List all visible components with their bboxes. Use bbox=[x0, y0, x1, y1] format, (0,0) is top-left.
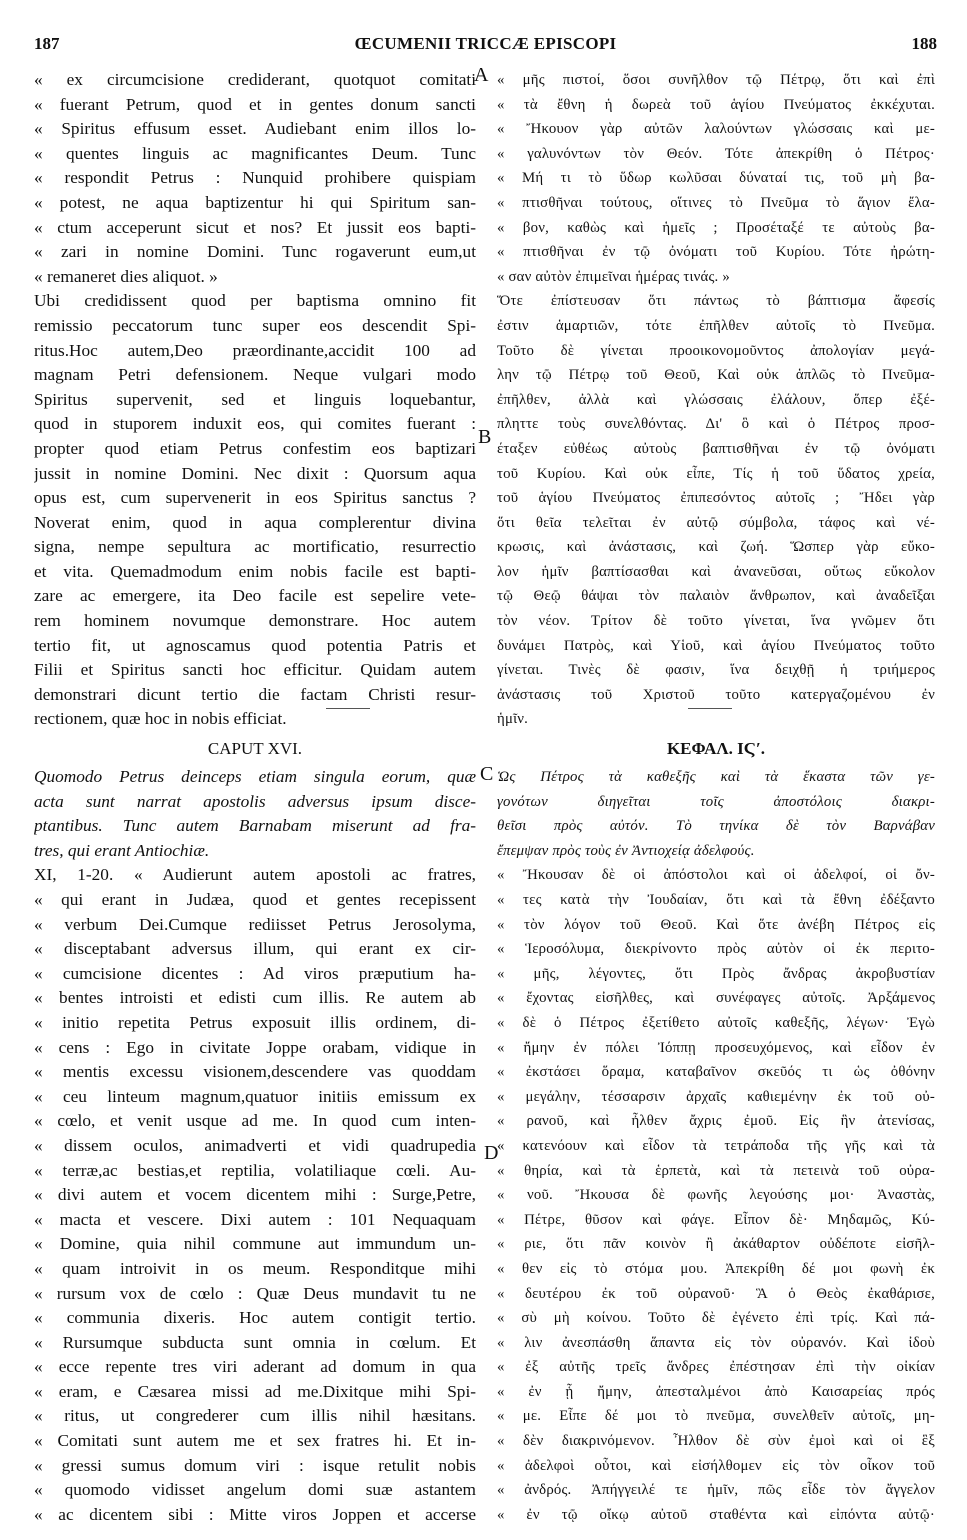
text-line: « fuerant Petrum, quod et in gentes donum sancti bbox=[34, 94, 476, 114]
text-line: « eram, e Cæsarea missi ad me.Dixitque mihi Spi- bbox=[34, 1381, 476, 1401]
text-line: « quomodo vidisset angelum domi suæ astantem bbox=[34, 1480, 476, 1500]
section-letter-d: D bbox=[484, 1142, 499, 1164]
text-line: « Ἤκουσαν δὲ οἱ ἀπόστολοι καὶ οἱ ἀδελφοί, οἱ ὄν- bbox=[497, 867, 935, 884]
text-line: « κατενόουν καὶ εἶδον τὰ τετράποδα τῆς γῆς καὶ τὰ bbox=[497, 1137, 935, 1154]
text-line: Filii et Spiritus sancti hoc efficitur. Quidam autem bbox=[34, 660, 476, 680]
latin-column bbox=[34, 68, 476, 1527]
text-line: « dissem oculos, animadverti et vidi quadrupedia bbox=[34, 1135, 476, 1155]
text-line: « τες κατὰ τὴν Ἰουδαίαν, ὅτι καὶ τὰ ἔθνη ἐδέξαντο bbox=[497, 892, 935, 908]
text-line: « ἐκστάσει ὅραμα, καταβαῖνον σκεῦός τι ὡς ὀθόνην bbox=[497, 1064, 935, 1081]
text-line: « terræ,ac bestias,et reptilia, volatiliaque cœli. Au- bbox=[34, 1160, 476, 1180]
text-line: « ex circumcisione crediderant, quotquot comitati bbox=[34, 70, 476, 89]
chapter-argument-line: Ὡς Πέτρος τὰ καθεξῆς καὶ τὰ ἕκαστα τῶν γε- bbox=[497, 769, 935, 786]
text-line: « με. Εἶπε δέ μοι τὸ πνεῦμα, συνελθεῖν αὐτοῖς, μη- bbox=[497, 1408, 935, 1425]
text-line: jussit in nomine Domini. Nec dixit : Quorsum aqua bbox=[34, 463, 476, 483]
text-line: « γαλυνόντων τὸν Θεόν. Τότε ἀπεκρίθη ὁ Πέτρος· bbox=[497, 145, 935, 162]
text-line: « δὲν διακρινόμενον. Ἦλθον δὲ σὺν ἐμοὶ καὶ οἱ ἓξ bbox=[497, 1433, 935, 1450]
text-line: ἐστιν ἁμαρτιῶν, τότε ἐπῆλθεν αὐτοῖς τὸ Πνεῦμα. bbox=[497, 317, 935, 334]
text-line: « Ἱεροσόλυμα, διεκρίνοντο πρὸς αὐτὸν οἱ ἐκ περιτο- bbox=[497, 941, 935, 958]
chapter-argument-line: acta sunt narrat apostolis adversus ipsum disce- bbox=[34, 791, 476, 811]
text-line: Noverat enim, quod in aqua complerentur divina bbox=[34, 512, 476, 532]
chapter-argument-line: tres, qui erant Antiochiæ. bbox=[34, 840, 210, 860]
text-line: opus est, cum supervenerit in eos Spiritus sanctus ? bbox=[34, 488, 476, 508]
text-line: zare ac emergere, ita Deo facile est sepelire vete- bbox=[34, 586, 476, 606]
text-line: « νοῦ. Ἤκουσα δὲ φωνῆς λεγούσης μοι· Ἀναστὰς, bbox=[497, 1187, 935, 1204]
text-line: signa, nempe sepultura ac mortificatio, resurrectio bbox=[34, 537, 476, 557]
text-line: τῷ Θεῷ θάψαι τὸν παλαιὸν ἄνθρωπον, καὶ ἀναδεῖξαι bbox=[497, 588, 935, 605]
chapter-argument-line: ptantibus. Tunc autem Barnabam miserunt ad fra- bbox=[34, 816, 476, 836]
text-line: « gressi sumus domum viri : isque retulit nobis bbox=[34, 1455, 476, 1475]
text-line: « respondit Petrus : Nunquid prohibere quispiam bbox=[34, 168, 476, 188]
chapter-argument-line: θεῖσι πρὸς αὐτόν. Τὸ τηνίκα δὲ τὸν Βαρνάβαν bbox=[497, 818, 935, 835]
text-line: « Spiritus effusum esset. Audiebant enim illos lo- bbox=[34, 119, 476, 139]
section-letter-a: A bbox=[474, 64, 489, 86]
text-line: « ἐν ᾗ ἤμην, ἀπεσταλμένοι ἀπὸ Καισαρείας πρός bbox=[497, 1383, 935, 1400]
text-line: « τὸν λόγον τοῦ Θεοῦ. Καὶ ὅτε ἀνέβη Πέτρος εἰς bbox=[497, 916, 935, 933]
text-line: « ceu linteum magnum,quatuor initiis emissum ex bbox=[34, 1086, 476, 1106]
text-line: « ριε, ὅτι πᾶν κοινὸν ἢ ἀκάθαρτον οὐδέποτε εἰσῆλ- bbox=[497, 1236, 935, 1253]
chapter-argument-line: ἔπεμψαν πρὸς τοὺς ἐν Ἀντιοχείᾳ ἀδελφούς. bbox=[497, 842, 755, 859]
section-letter-c: C bbox=[480, 763, 494, 785]
text-line: « πτισθῆναι τούτους, οἵτινες τὸ Πνεῦμα τὸ ἅγιον ἔλα- bbox=[497, 194, 935, 211]
text-line: ritus.Hoc autem,Deo præordinante,accidit 100 ad bbox=[34, 340, 476, 360]
text-line: magnam Petri defensionem. Neque vulgari modo bbox=[34, 365, 476, 385]
text-line: « ctum acceperunt sicut et nos? Et jussit eos bapti- bbox=[34, 217, 476, 237]
text-line: ἀνάστασις τοῦ Χριστοῦ τοῦτο κατεργαζομένου ἐν bbox=[497, 686, 935, 703]
text-line: Ὅτε ἐπίστευσαν ὅτι πάντως τὸ βάπτισμα ἄφεσίς bbox=[497, 293, 935, 310]
text-line: Spiritus supervenit, sed et linguis loquebantur, bbox=[34, 389, 476, 409]
text-line: « ritus, ut congrederer cum illis nihil hæsitans. bbox=[34, 1406, 476, 1426]
text-line: « Comitati sunt autem me et sex fratres hi. Et in- bbox=[34, 1431, 476, 1451]
left-page-number: 187 bbox=[34, 34, 60, 53]
text-line: ἐπῆλθεν, ἀλλὰ καὶ γλώσσαις ἐλάλουν, ὅπερ ἐξέ- bbox=[497, 391, 935, 408]
text-line: « δευτέρου ἐκ τοῦ οὐρανοῦ· Ἃ ὁ Θεὸς ἐκαθάρισε, bbox=[497, 1285, 935, 1302]
text-line: « ἐν τῷ οἴκῳ αὐτοῦ σταθέντα καὶ εἰπόντα αὐτῷ· bbox=[497, 1506, 935, 1523]
text-line: « potest, ne aqua baptizentur hi qui Spiritum san- bbox=[34, 192, 476, 212]
chapter-argument-line: γονότων διηγεῖται τοῖς ἀποστόλοις διακρι- bbox=[497, 793, 935, 810]
text-line: « ἀνδρός. Ἀπήγγειλέ τε ἡμῖν, πῶς εἶδε τὸν ἄγγελον bbox=[497, 1482, 935, 1499]
text-line: πληττε τοὺς συνελθόντας. Δι' ὃ καὶ ὁ Πέτρος προσ- bbox=[497, 416, 935, 433]
text-line: « divi autem et vocem dicentem mihi : Surge,Petre, bbox=[34, 1185, 476, 1205]
text-line: « δὲ ὁ Πέτρος ἐξετίθετο αὐτοῖς καθεξῆς, λέγων· Ἐγὼ bbox=[497, 1014, 935, 1031]
text-line: « ecce repente tres viri aderant ad domum in qua bbox=[34, 1357, 476, 1377]
text-line: « Rursumque subducta sunt omnia in cœlum. Et bbox=[34, 1332, 476, 1352]
text-line: « verbum Dei.Cumque rediisset Petrus Jerosolyma, bbox=[34, 914, 476, 934]
text-line: « θεν εἰς τὸ στόμα μου. Ἀπεκρίθη δέ μοι φωνὴ ἐκ bbox=[497, 1260, 935, 1277]
text-line: Τοῦτο δὲ γίνεται προοικονομοῦντος ἀπολογίαν μεγά- bbox=[497, 342, 935, 359]
text-line: « ac dicentem sibi : Mitte viros Joppen et accerse bbox=[34, 1504, 476, 1524]
text-line: « πτισθῆναι ἐν τῷ ὀνόματι τοῦ Κυρίου. Τότε ἠρώτη- bbox=[497, 244, 935, 261]
text-line: rem hominem novumque demonstrare. Hoc autem bbox=[34, 611, 476, 631]
text-line: « cœlo, et venit usque ad me. In quod cum inten- bbox=[34, 1111, 476, 1131]
text-line: remissio peccatorum tunc super eos descendit Spi- bbox=[34, 315, 476, 335]
text-line: « ἐξ αὐτῆς τρεῖς ἄνδρες ἐπέστησαν ἐπὶ τὴν οἰκίαν bbox=[497, 1359, 935, 1376]
text-line: « ἔχοντας εἰσῆλθες, καὶ συνέφαγες αὐτοῖς. Ἀρξάμενος bbox=[497, 990, 935, 1007]
text-line: « communia dixeris. Hoc autem contigit tertio. bbox=[34, 1308, 476, 1328]
text-line: « disceptabant adversus illum, qui erant ex cir- bbox=[34, 939, 476, 959]
text-line: « Μή τι τὸ ὕδωρ κωλῦσαι δύναταί τις, τοῦ μὴ βα- bbox=[497, 170, 935, 187]
text-line: λον ἡμῖν βαπτίσασθαι καὶ ἀνανεῦσαι, οὕτως εὔκολον bbox=[497, 563, 935, 580]
text-line: « cumcisione dicentes : Ad viros præputium ha- bbox=[34, 963, 476, 983]
text-line: « qui erant in Judæa, quod et gentes recepissent bbox=[34, 890, 476, 909]
text-line: « initio repetita Petrus exposuit illis ordinem, di- bbox=[34, 1012, 476, 1032]
text-line: έταξεν εὐθέως αὐτοὺς βαπτισθῆναι ἐν τῷ ὀνόματι bbox=[497, 440, 935, 457]
running-title: ŒCUMENII TRICCÆ EPISCOPI bbox=[354, 34, 617, 53]
text-line: « Πέτρε, θῦσον καὶ φάγε. Εἶπον δὲ· Μηδαμῶς, Κύ- bbox=[497, 1211, 935, 1228]
text-line: « λιν ἀνεσπάσθη ἅπαντα εἰς τὸν οὐρανόν. Καὶ ἰδοὺ bbox=[497, 1334, 935, 1351]
text-line: « mentis excessu visionem,descendere vas quoddam bbox=[34, 1062, 476, 1082]
text-line: XI, 1-20. « Audierunt autem apostoli ac fratres, bbox=[34, 865, 476, 885]
text-line: « σαν αὐτὸν ἐπιμεῖναι ἡμέρας τινάς. » bbox=[497, 268, 730, 285]
text-line: λην τῷ Πέτρῳ τοῦ Θεοῦ, Καὶ οὐκ ἁπλῶς τὸ Πνεῦμα- bbox=[497, 367, 935, 384]
text-line: « βον, καθὼς καὶ ἡμεῖς ; Προσέταξέ τε αὐτοὺς βα- bbox=[497, 219, 935, 236]
text-line: « quam introivit in os meum. Responditque mihi bbox=[34, 1258, 476, 1278]
text-line: « ἤμην ἐν πόλει Ἰόππῃ προσευχόμενος, καὶ εἶδον ἐν bbox=[497, 1039, 935, 1056]
text-line: « μῆς, λέγοντες, ὅτι Πρὸς ἄνδρας ἀκροβυστίαν bbox=[497, 965, 935, 982]
section-rule-latin bbox=[326, 708, 370, 709]
text-line: propter quod etiam Petrus confestim eos baptizari bbox=[34, 438, 476, 458]
text-line: ὅτι θεῖα τελεῖται ἐν αὐτῷ σύμβολα, τάφος καὶ νέ- bbox=[497, 514, 935, 531]
text-line: tertio fit, ut agnoscamus quod potentia Patris et bbox=[34, 635, 476, 655]
text-line: κρωσις, καὶ ἀνάστασις, καὶ ζωή. Ὥσπερ γὰρ εὔκο- bbox=[497, 539, 935, 556]
text-line: « zari in nomine Domini. Tunc rogaverunt eum,ut bbox=[34, 242, 476, 262]
text-line: « quentes linguis ac magnificantes Deum. Tunc bbox=[34, 143, 476, 163]
text-line: « τὰ ἔθνη ἡ δωρεὰ τοῦ ἁγίου Πνεύματος ἐκκέχυται. bbox=[497, 96, 935, 113]
text-line: τοῦ ἁγίου Πνεύματος ἐπιπεσόντος αὐτοῖς ; Ἤδει γὰρ bbox=[497, 490, 935, 507]
section-rule-greek bbox=[688, 708, 732, 709]
text-line: ἡμῖν. bbox=[497, 711, 529, 728]
right-page-number: 188 bbox=[911, 34, 937, 53]
text-line: « bentes introisti et edisti cum illis. Re autem ab bbox=[34, 988, 476, 1008]
text-line: « θηρία, καὶ τὰ ἑρπετὰ, καὶ τὰ πετεινὰ τοῦ οὐρα- bbox=[497, 1162, 935, 1179]
text-line: « macta et vescere. Dixi autem : 101 Nequaquam bbox=[34, 1209, 476, 1229]
chapter-argument-line: Quomodo Petrus deinceps etiam singula eorum, quæ bbox=[34, 767, 476, 787]
section-letter-b: B bbox=[478, 426, 492, 448]
text-line: « Ἤκουον γὰρ αὐτῶν λαλούντων γλώσσαις καὶ με- bbox=[497, 121, 935, 138]
text-line: « σὺ μὴ κοίνου. Τοῦτο δὲ ἐγένετο ἐπὶ τρίς. Καὶ πά- bbox=[497, 1310, 935, 1327]
text-line: « cens : Ego in civitate Joppe orabam, vidique in bbox=[34, 1037, 476, 1057]
text-line: « μῆς πιστοί, ὅσοι συνῆλθον τῷ Πέτρῳ, ὅτι καὶ ἐπὶ bbox=[497, 72, 935, 88]
text-line: quod in stuporem induxit eos, qui comites fuerant : bbox=[34, 414, 476, 434]
text-line: δυνάμει Πατρὸς, καὶ Υἱοῦ, καὶ ἁγίου Πνεύματος τοῦτο bbox=[497, 637, 935, 654]
text-line: « rursum vox de cœlo : Quæ Deus mundavit tu ne bbox=[34, 1283, 476, 1303]
text-line: « Domine, quia nihil commune aut immundum un- bbox=[34, 1234, 476, 1254]
page-header bbox=[34, 34, 937, 56]
text-line: γίνεται. Τινὲς δὲ φασιν, ἵνα δειχθῇ ἡ τριήμερος bbox=[497, 662, 935, 679]
text-line: « μεγάλην, τέσσαρσιν ἀρχαῖς καθιεμένην ἐκ τοῦ οὐ- bbox=[497, 1088, 935, 1105]
text-line: τὸν νέον. Τρίτον δὲ τοῦτο γίνεται, ἵνα γνῶμεν ὅτι bbox=[497, 613, 935, 630]
text-line: rectionem, quæ hoc in nobis efficiat. bbox=[34, 709, 287, 729]
chapter-heading: CAPUT XVI. bbox=[207, 739, 303, 759]
text-line: demonstrari dicunt tertio die factam Christi resur- bbox=[34, 684, 476, 704]
text-line: et vita. Quemadmodum enim nobis facile est bapti- bbox=[34, 561, 476, 581]
text-line: τοῦ Κυρίου. Καὶ οὐκ εἶπε, Τίς ἡ τοῦ ὕδατος χρεία, bbox=[497, 465, 935, 482]
greek-column bbox=[497, 68, 935, 1527]
text-line: « remaneret dies aliquot. » bbox=[34, 266, 218, 286]
chapter-heading: ΚΕΦΑΛ. ΙϚʹ. bbox=[666, 739, 766, 759]
text-line: « ἀδελφοὶ οὗτοι, καὶ εἰσήλθομεν εἰς τὸν οἶκον τοῦ bbox=[497, 1457, 935, 1474]
text-line: Ubi credidissent quod per baptisma omnino fit bbox=[34, 291, 476, 311]
text-line: « ρανοῦ, καὶ ἦλθεν ἄχρις ἐμοῦ. Εἰς ἣν ἀτενίσας, bbox=[497, 1113, 935, 1130]
